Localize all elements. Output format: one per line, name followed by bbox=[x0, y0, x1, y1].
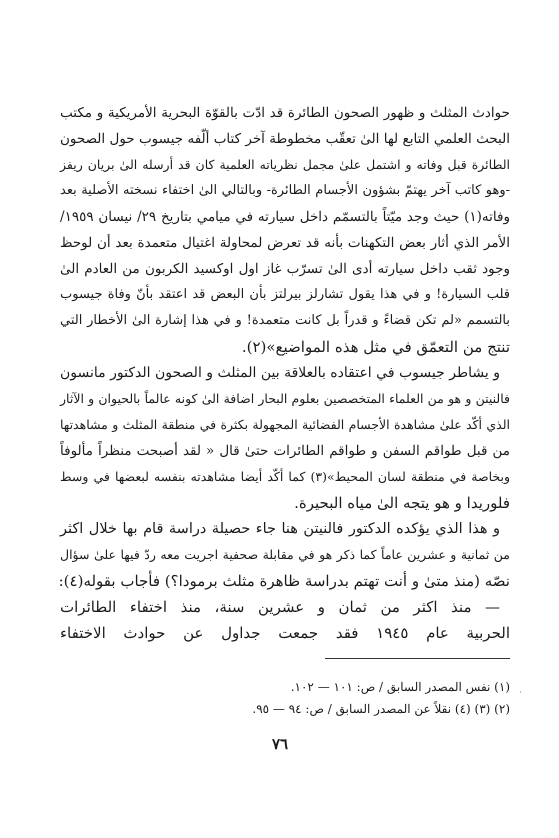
text-line: الذي أكّد علىٰ مشاهدة الأجسام الفضائية المجهولة بكثرة في منطقة المثلث و مشاهدتها bbox=[60, 417, 510, 432]
text-line: الأمر الذي أثار بعض التكهنات بأنه قد تعرض لمحاولة اغتيال متعمدة بعد أن لوحظ bbox=[60, 235, 510, 251]
text-line: البحث العلمي التابع لها الىٰ تعقّب مخطوطة آخر كتاب ألّفه جيسوب حول الصحون bbox=[60, 131, 510, 147]
margin-speck: · bbox=[519, 688, 522, 698]
text-line: نصّه (منذ متىٰ و أنت تهتم بدراسة ظاهرة مثلث برمودا؟) فأجاب بقوله(٤): bbox=[58, 572, 510, 590]
footnote-divider bbox=[325, 658, 510, 659]
footnote: (٢) (٣) (٤) نقلاً عن المصدر السابق / ص: ٩٤ — ٩٥. bbox=[252, 702, 510, 716]
footnote: (١) نفس المصدر السابق / ص: ١٠١ — ١٠٢. bbox=[290, 680, 510, 694]
text-line: حوادث المثلث و ظهور الصحون الطائرة قد ادّت بالقوّة البحرية الأمريكية و مكتب bbox=[60, 105, 510, 121]
text-line: — منذ اكثر من ثمان و عشرين سنة، منذ اختفاء الطائرات bbox=[60, 598, 500, 616]
text-line: تنتج من التعمّق في مثل هذه المواضيع»(٢). bbox=[241, 338, 510, 356]
text-line: بالتسمم «لم تكن قضاءً و قدراً بل كانت متعمدة! و في هذا إشارة الىٰ الأخطار التي bbox=[60, 313, 510, 328]
footnotes bbox=[220, 676, 510, 720]
text-line: وبخاصة في منطقة لسان المحيط»(٣) كما أكّد أيضا مشاهدته بنفسه لبعضها في وسط bbox=[60, 469, 510, 484]
page-number: ٧٦ bbox=[271, 735, 289, 753]
text-line: و هذا الذي يؤكده الدكتور فالنيتن هنا جاء حصيلة دراسة قام بها خلال اكثر bbox=[60, 521, 500, 537]
text-line: من ثمانية و عشرين عاماً كما ذكر هو في مقابلة صحفية اجريت معه ردّ فيها علىٰ سؤال bbox=[60, 547, 510, 562]
text-line: وفاته(١) حيث وجد ميّتاً بالتسمّم داخل سيارته في ميامي بتاريخ ٢٩/ نيسان ١٩٥٩/ bbox=[60, 209, 510, 225]
text-line: الطائرة قبل وفاته و اشتمل علىٰ مجمل نظرياته العلمية كان قد أرسله الىٰ بريان ريفز bbox=[60, 157, 510, 172]
text-line: -وهو كاتب آخر يهتمّ بشؤون الأجسام الطائرة- وبالتالي الىٰ اختفاء نسخته الأصلية بعد bbox=[60, 183, 510, 198]
text-line: و يشاطر جيسوب في اعتقاده بالعلاقة بين المثلث و الصحون الدكتور مانسون bbox=[60, 365, 500, 381]
text-line: فلوريدا و هو يتجه الىٰ مياه البحيرة. bbox=[294, 494, 510, 512]
text-line: الحربية عام ١٩٤٥ فقد جمعت جداول عن حوادث الاختفاء bbox=[60, 624, 510, 642]
text-line: وجود ثقب داخل سيارته أدى الىٰ تسرّب غاز اول اوكسيد الكربون من العادم الىٰ bbox=[60, 261, 510, 277]
text-line: من قبل طواقم السفن و طواقم الطائرات حتىٰ قال « لقد أصبحت منظراً مألوفاً bbox=[60, 443, 510, 459]
text-line: قلب السيارة! و في هذا يقول تشارلز بيرلتز بأن البعض قد اعتقد بأنّ وفاة جيسوب bbox=[60, 287, 510, 302]
body-text bbox=[60, 100, 510, 646]
text-line: فالنيتن و هو من العلماء المتخصصين بعلوم البحار اضافة الىٰ كونه عالماً بالحيوان و الآثار bbox=[60, 391, 510, 406]
